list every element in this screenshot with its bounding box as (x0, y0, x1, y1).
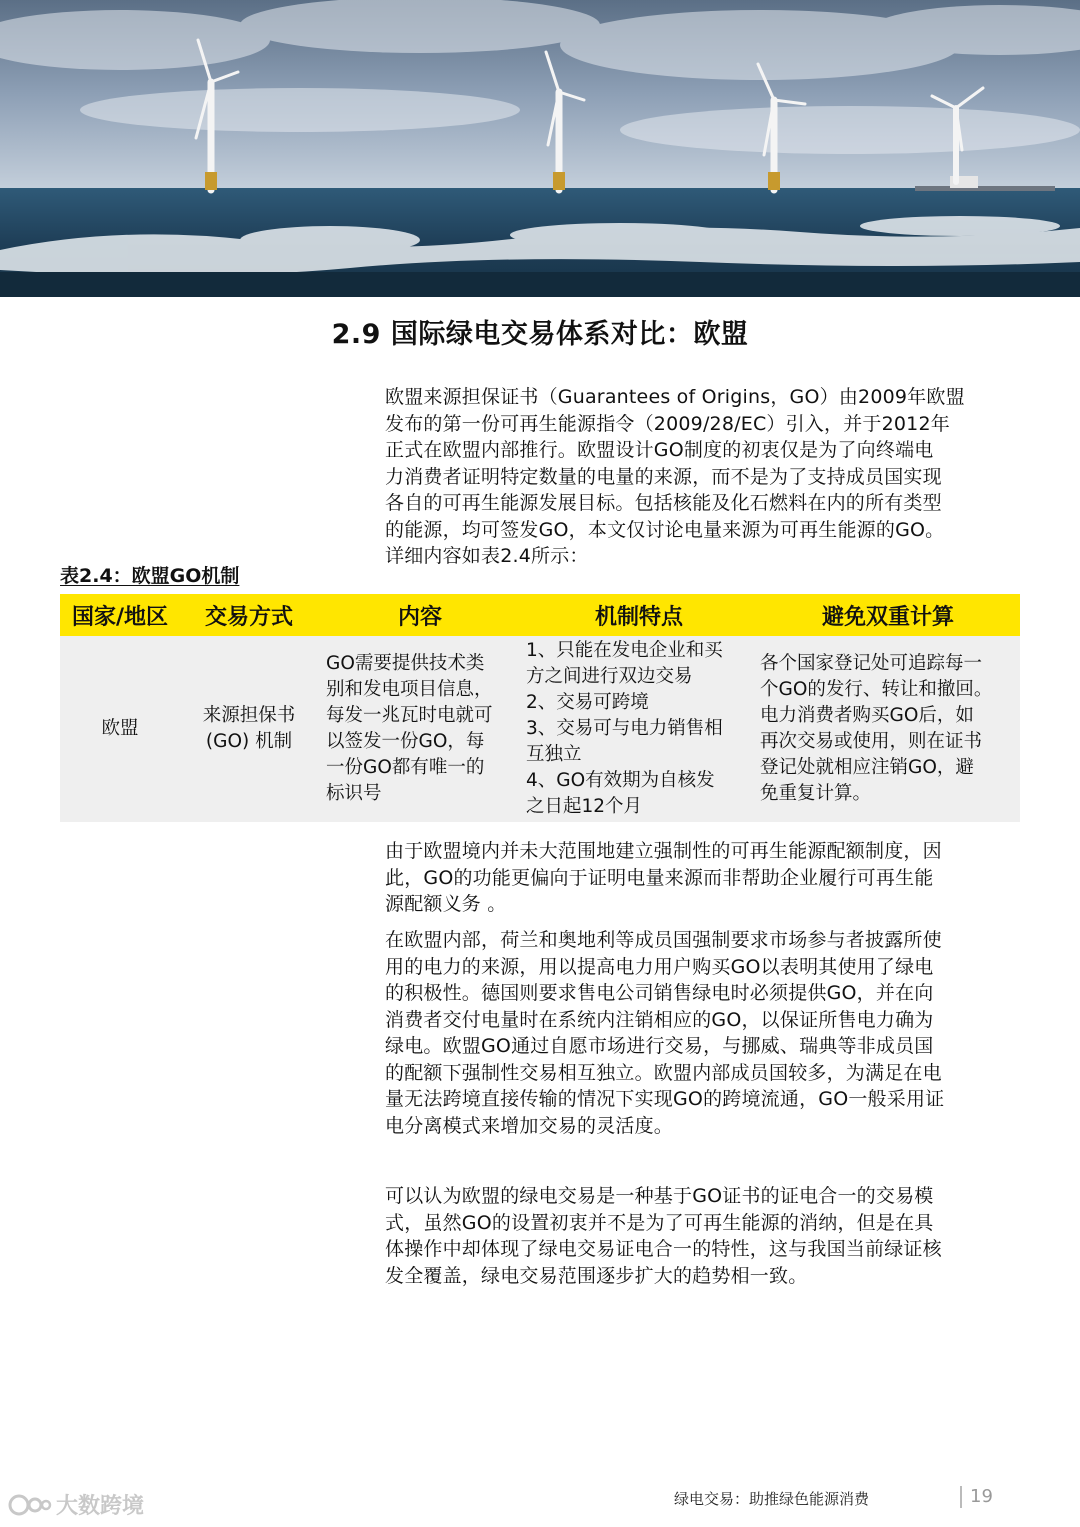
logo-icon (8, 1492, 52, 1518)
para4-line: 可以认为欧盟的绿电交易是一种基于GO证书的证电合一的交易模 (385, 1185, 934, 1207)
cell-double-count: 各个国家登记处可追踪每一 个GO的发行、转让和撤回。 电力消费者购买GO后，如 再次交易或使用，则在证书 登记处就相应注销GO，避 免重复计算。 (756, 636, 1020, 822)
footer-divider (960, 1486, 962, 1508)
para2-line: 此，GO的功能更偏向于证明电量来源而非帮助企业履行可再生能 (385, 866, 934, 889)
hero-photo (0, 0, 1080, 297)
intro-line: 详细内容如表2.4所示： (385, 545, 589, 567)
table-header-row (60, 594, 1020, 636)
para4-line: 式，虽然GO的设置初衷并不是为了可再生能源的消纳，但是在具 (385, 1211, 934, 1234)
header-method: 交易方式 (180, 594, 318, 636)
paragraph-member-states (385, 927, 1025, 1139)
section-title: 2.9 国际绿电交易体系对比：欧盟 (331, 319, 749, 350)
para3-line: 在欧盟内部，荷兰和奥地利等成员国强制要求市场参与者披露所使 (385, 929, 942, 951)
footer-title: 绿电交易：助推绿色能源消费 (674, 1490, 870, 1508)
intro-line: 欧盟来源担保证书（Guarantees of Origins，GO）由2009年欧盟 (385, 386, 965, 408)
watermark-text: 大数跨境 (56, 1494, 145, 1519)
header-features: 机制特点 (522, 594, 756, 636)
go-mechanism-table (60, 594, 1020, 822)
para2-line: 源配额义务 。 (385, 893, 507, 915)
table-caption: 表2.4：欧盟GO机制 (60, 565, 240, 587)
paragraph-conclusion (385, 1183, 1025, 1289)
table-row (60, 636, 1020, 822)
para4-line: 发全覆盖，绿电交易范围逐步扩大的趋势相一致。 (385, 1264, 808, 1287)
intro-line: 正式在欧盟内部推行。欧盟设计GO制度的初衷仅是为了向终端电 (385, 439, 934, 461)
cell-features: 1、只能在发电企业和买 方之间进行双边交易 2、交易可跨境 3、交易可与电力销售相 互独立 4、GO有效期为自核发 之日起12个月 (522, 636, 756, 822)
para4-line: 体操作中却体现了绿电交易证电合一的特性，这与我国当前绿证核 (385, 1238, 942, 1260)
header-content: 内容 (318, 594, 522, 636)
para3-line: 电分离模式来增加交易的灵活度。 (385, 1114, 674, 1137)
watermark (8, 1489, 144, 1520)
para3-line: 绿电。欧盟GO通过自愿市场进行交易，与挪威、瑞典等非成员国 (385, 1035, 934, 1057)
para2-line: 由于欧盟境内并未大范围地建立强制性的可再生能源配额制度，因 (385, 840, 942, 862)
cell-content: GO需要提供技术类 别和发电项目信息， 每发一兆瓦时电就可 以签发一份GO，每 一份GO都有唯一的 标识号 (318, 636, 522, 822)
intro-paragraph (385, 384, 1025, 570)
para3-line: 量无法跨境直接传输的情况下实现GO的跨境流通，GO一般采用证 (385, 1088, 945, 1110)
para3-line: 的积极性。德国则要求售电公司销售绿电时必须提供GO，并在向 (385, 982, 934, 1004)
cell-region: 欧盟 (60, 636, 180, 822)
intro-line: 的能源，均可签发GO，本文仅讨论电量来源为可再生能源的GO。 (385, 518, 945, 541)
para3-line: 的配额下强制性交易相互独立。欧盟内部成员国较多，为满足在电 (385, 1061, 942, 1084)
header-double-count: 避免双重计算 (756, 594, 1020, 636)
para3-line: 用的电力的来源，用以提高电力用户购买GO以表明其使用了绿电 (385, 955, 934, 978)
intro-line: 力消费者证明特定数量的电量的来源，而不是为了支持成员国实现 (385, 465, 942, 488)
paragraph-quota (385, 838, 1025, 918)
header-region: 国家/地区 (60, 594, 180, 636)
para3-line: 消费者交付电量时在系统内注销相应的GO，以保证所售电力确为 (385, 1008, 934, 1031)
cell-method: 来源担保书 (GO) 机制 (180, 636, 318, 822)
intro-line: 各自的可再生能源发展目标。包括核能及化石燃料在内的所有类型 (385, 492, 942, 514)
intro-line: 发布的第一份可再生能源指令（2009/28/EC）引入，并于2012年 (385, 412, 950, 435)
page-number: 19 (970, 1486, 993, 1507)
